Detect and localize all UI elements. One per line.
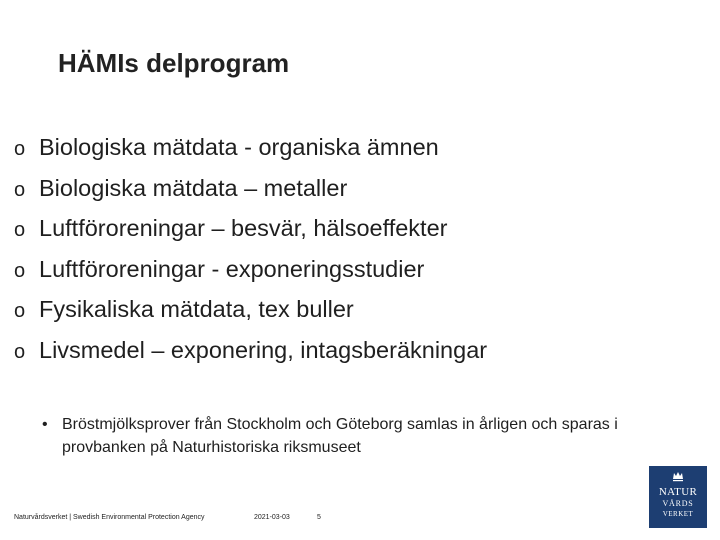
bullet-marker: o: [14, 300, 26, 322]
logo-line-3: VERKET: [662, 510, 694, 518]
bullet-marker: o: [14, 219, 26, 241]
bullet-list: [14, 134, 487, 377]
bullet-item: [14, 215, 487, 256]
bullet-item: [14, 175, 487, 216]
bullet-text: Biologiska mätdata - organiska ämnen: [39, 134, 439, 160]
slide-title: HÄMIs delprogram: [58, 48, 290, 78]
bullet-text: Livsmedel – exponering, intagsberäkningar: [39, 336, 488, 363]
note-text: Bröstmjölksprover från Stockholm och Göteborg samlas in årligen och sparas i provbanken på Naturhistoriska riksmuseet: [62, 416, 618, 456]
logo-line-2: VÅRDS: [662, 499, 694, 508]
note-bullet: •: [42, 416, 48, 433]
bullet-text: Biologiska mätdata – metaller: [39, 174, 348, 201]
bullet-marker: o: [14, 138, 26, 160]
bullet-item: [14, 134, 487, 175]
naturvardsverket-logo: [649, 466, 707, 528]
bullet-text: Fysikaliska mätdata, tex buller: [39, 296, 354, 322]
bullet-marker: o: [14, 259, 26, 282]
footer-organization: Naturvårdsverket | Swedish Environmental Protection Agency: [14, 514, 205, 521]
note-paragraph: [42, 413, 642, 459]
bullet-text: Luftföroreningar – besvär, hälsoeffekter: [39, 215, 448, 241]
bullet-marker: o: [14, 340, 26, 363]
crown-seal-icon: [672, 470, 684, 482]
footer-date: 2021-03-03: [254, 514, 290, 521]
bullet-marker: o: [14, 178, 26, 201]
bullet-item: [14, 337, 487, 378]
bullet-text: Luftföroreningar - exponeringsstudier: [39, 255, 425, 282]
bullet-item: [14, 256, 487, 297]
bullet-item: [14, 296, 487, 337]
footer-page-number: 5: [317, 514, 321, 521]
logo-line-1: NATUR: [658, 486, 698, 498]
